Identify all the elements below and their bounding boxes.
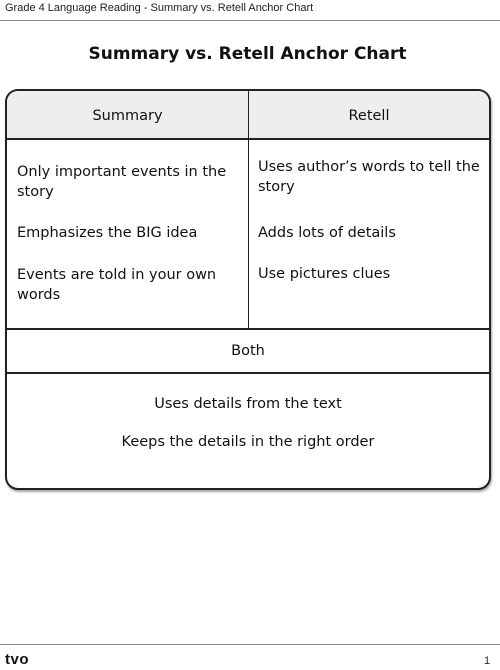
comparison-body-row bbox=[7, 140, 489, 328]
anchor-chart-table bbox=[5, 89, 491, 490]
page-header bbox=[0, 0, 500, 21]
header-title: Grade 4 Language Reading - Summary vs. Retell Anchor Chart bbox=[5, 2, 314, 14]
retell-item: Adds lots of details bbox=[258, 225, 396, 241]
document-title: Summary vs. Retell Anchor Chart bbox=[88, 44, 407, 64]
both-item: Uses details from the text bbox=[154, 396, 342, 412]
summary-item: Only important events in the story bbox=[17, 164, 227, 200]
both-heading-row bbox=[7, 328, 489, 374]
footer-divider bbox=[0, 644, 500, 645]
tvo-logo: tvo bbox=[5, 651, 29, 668]
retell-column-heading: Retell bbox=[348, 108, 390, 124]
summary-column-heading: Summary bbox=[92, 108, 163, 124]
summary-column bbox=[17, 140, 242, 328]
both-heading: Both bbox=[231, 343, 265, 359]
both-item: Keeps the details in the right order bbox=[121, 434, 375, 450]
retell-item: Uses author’s words to tell the story bbox=[258, 159, 480, 195]
both-items-area bbox=[7, 374, 489, 488]
retell-column bbox=[258, 140, 484, 328]
retell-item: Use pictures clues bbox=[258, 266, 391, 282]
summary-item: Events are told in your own words bbox=[17, 267, 217, 303]
page-number: 1 bbox=[484, 655, 491, 667]
summary-item: Emphasizes the BIG idea bbox=[17, 225, 198, 241]
